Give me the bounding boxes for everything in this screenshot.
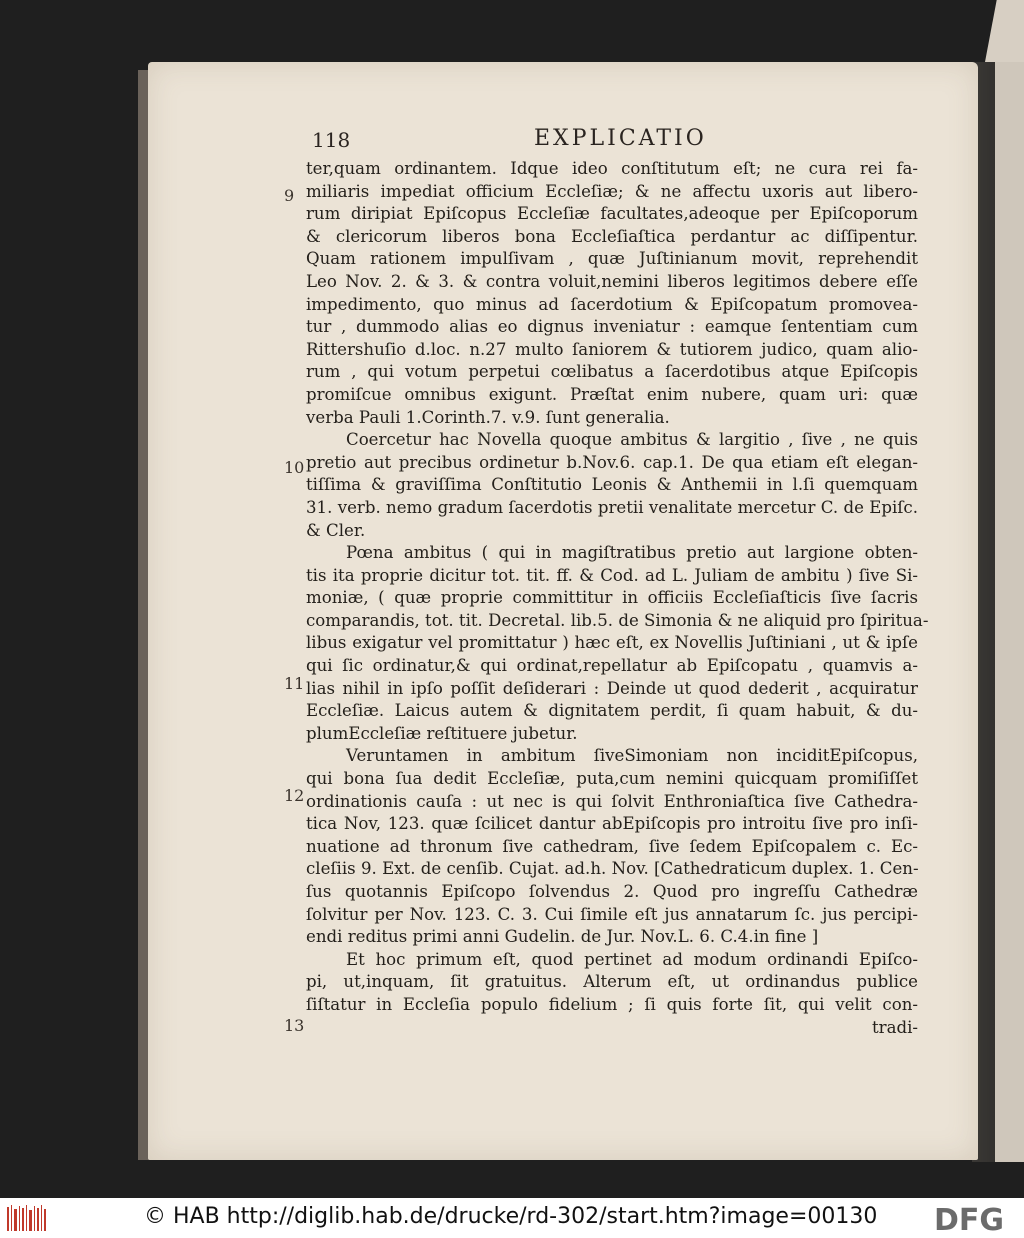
text-line: impedimento, quo minus ad ſacerdotium & Epiſcopatum promovea- <box>306 294 918 314</box>
text-line: ſolvitur per Nov. 123. C. 3. Cui ſimile eſt jus annatarum ſc. jus percipi- <box>306 904 918 924</box>
text-line: Eccleſiæ. Laicus autem & dignitatem perdit, ſi quam habuit, & du- <box>306 701 918 721</box>
text-line: plumEccleſiæ reſtituere jubetur. <box>306 723 578 743</box>
body-text <box>306 158 929 1039</box>
marginal-number: 9 <box>284 186 295 205</box>
page-number: 118 <box>312 128 351 152</box>
text-line: rum , qui votum perpetui cœlibatus a ſacerdotibus atque Epiſcopis <box>306 362 918 382</box>
marginal-number: 12 <box>284 786 305 805</box>
text-line: Rittershuſio d.loc. n.27 multo ſaniorem & tutiorem judico, quam alio- <box>306 339 918 359</box>
text-line: nuatione ad thronum ſive cathedram, ſive ſedem Epiſcopalem c. Ec- <box>306 836 918 856</box>
text-line: qui bona ſua dedit Eccleſiæ, puta,cum nemini quicquam promiſiſſet <box>306 769 918 789</box>
text-line: miliaris impediat officium Eccleſiæ; & ne affectu uxoris aut libero- <box>306 181 918 201</box>
hab-barcode-icon <box>6 1203 48 1233</box>
footer-bar <box>0 1198 1024 1238</box>
running-title: EXPLICATIO <box>534 126 707 151</box>
dfg-logo <box>932 1202 1018 1234</box>
marginal-number: 13 <box>284 1016 305 1035</box>
text-line: lias nihil in ipſo poſſit deſiderari : Deinde ut quod dederit , acquiratur <box>306 678 918 698</box>
text-line: tur , dummodo alias eo dignus inveniatur : eamque ſententiam cum <box>306 317 918 337</box>
text-line: promiſcue omnibus exigunt. Præſtat enim nubere, quam uri: quæ <box>306 384 918 404</box>
text-line: rum diripiat Epiſcopus Eccleſiæ facultates,adeoque per Epiſcoporum <box>306 204 918 224</box>
marginal-number: 11 <box>284 674 305 693</box>
svg-text:DFG: DFG <box>934 1203 1005 1234</box>
text-line: 31. verb. nemo gradum ſacerdotis pretii venalitate mercetur C. de Epiſc. <box>306 497 918 517</box>
text-line: Pœna ambitus ( qui in magiſtratibus pretio aut largione obten- <box>346 543 918 563</box>
text-line: ter,quam ordinantem. Idque ideo conſtitutum eſt; ne cura rei fa- <box>306 159 918 178</box>
text-line: ordinationis cauſa : ut nec is qui ſolvit Enthroniaſtica ſive Cathedra- <box>306 791 918 811</box>
text-line: Et hoc primum eſt, quod pertinet ad modum ordinandi Epiſco- <box>346 949 918 969</box>
text-line: pretio aut precibus ordinetur b.Nov.6. cap.1. De qua etiam eſt elegan- <box>306 452 918 472</box>
catchword: tradi- <box>871 1017 918 1037</box>
text-line: pi, ut,inquam, ſit gratuitus. Alterum eſt, ut ordinandus publice <box>306 972 918 992</box>
text-line: tis ita proprie dicitur tot. tit. ff. & Cod. ad L. Juliam de ambitu ) ſive Si- <box>306 565 918 585</box>
text-line: Veruntamen in ambitum ſiveSimoniam non inciditEpiſcopus, <box>346 746 918 766</box>
next-page-edge <box>985 0 1024 62</box>
text-line: & clericorum liberos bona Eccleſiaſtica perdantur ac diſſipentur. <box>306 226 918 246</box>
text-line: Leo Nov. 2. & 3. & contra voluit,nemini liberos legitimos debere eſſe <box>306 271 918 291</box>
text-line: verba Pauli 1.Corinth.7. v.9. ſunt generalia. <box>306 407 670 427</box>
text-line: Quam rationem impulſivam , quæ Juſtinianum movit, reprehendit <box>306 249 918 269</box>
text-line: & Cler. <box>306 520 366 540</box>
text-line: ſus quotannis Epiſcopo ſolvendus 2. Quod pro ingreſſu Cathedræ <box>306 882 918 901</box>
text-line: endi reditus primi anni Gudelin. de Jur. Nov.L. 6. C.4.in fine ] <box>306 927 819 947</box>
copyright-url[interactable]: © HAB http://diglib.hab.de/drucke/rd-302/start.htm?image=00130 <box>144 1204 878 1229</box>
text-line: qui ſic ordinatur,& qui ordinat,repellatur ab Epiſcopatu , quamvis a- <box>306 656 918 676</box>
next-page-strip <box>995 62 1024 1162</box>
text-line: ſiſtatur in Eccleſia populo fidelium ; ſi quis forte ſit, qui velit con- <box>306 994 918 1014</box>
text-line: comparandis, tot. tit. Decretal. lib.5. de Simonia & ne aliquid pro ſpiritua- <box>306 610 929 630</box>
text-line: moniæ, ( quæ proprie committitur in officiis Eccleſiaſticis ſive ſacris <box>306 588 918 608</box>
marginal-number: 10 <box>284 458 305 477</box>
text-line: libus exigatur vel promittatur ) hæc eſt, ex Novellis Juſtiniani , ut & ipſe <box>306 633 918 653</box>
running-head <box>312 126 952 158</box>
text-line: Coercetur hac Novella quoque ambitus & largitio , ſive , ne quis <box>346 430 918 450</box>
text-line: tiſſima & graviſſima Conſtitutio Leonis & Anthemii in l.ſi quemquam <box>306 475 918 495</box>
text-line: cleſiis 9. Ext. de cenſib. Cujat. ad.h. Nov. [Cathedraticum duplex. 1. Cen- <box>306 859 919 879</box>
text-line: tica Nov, 123. quæ ſcilicet dantur abEpiſcopis pro introitu ſive pro inſi- <box>306 814 918 834</box>
